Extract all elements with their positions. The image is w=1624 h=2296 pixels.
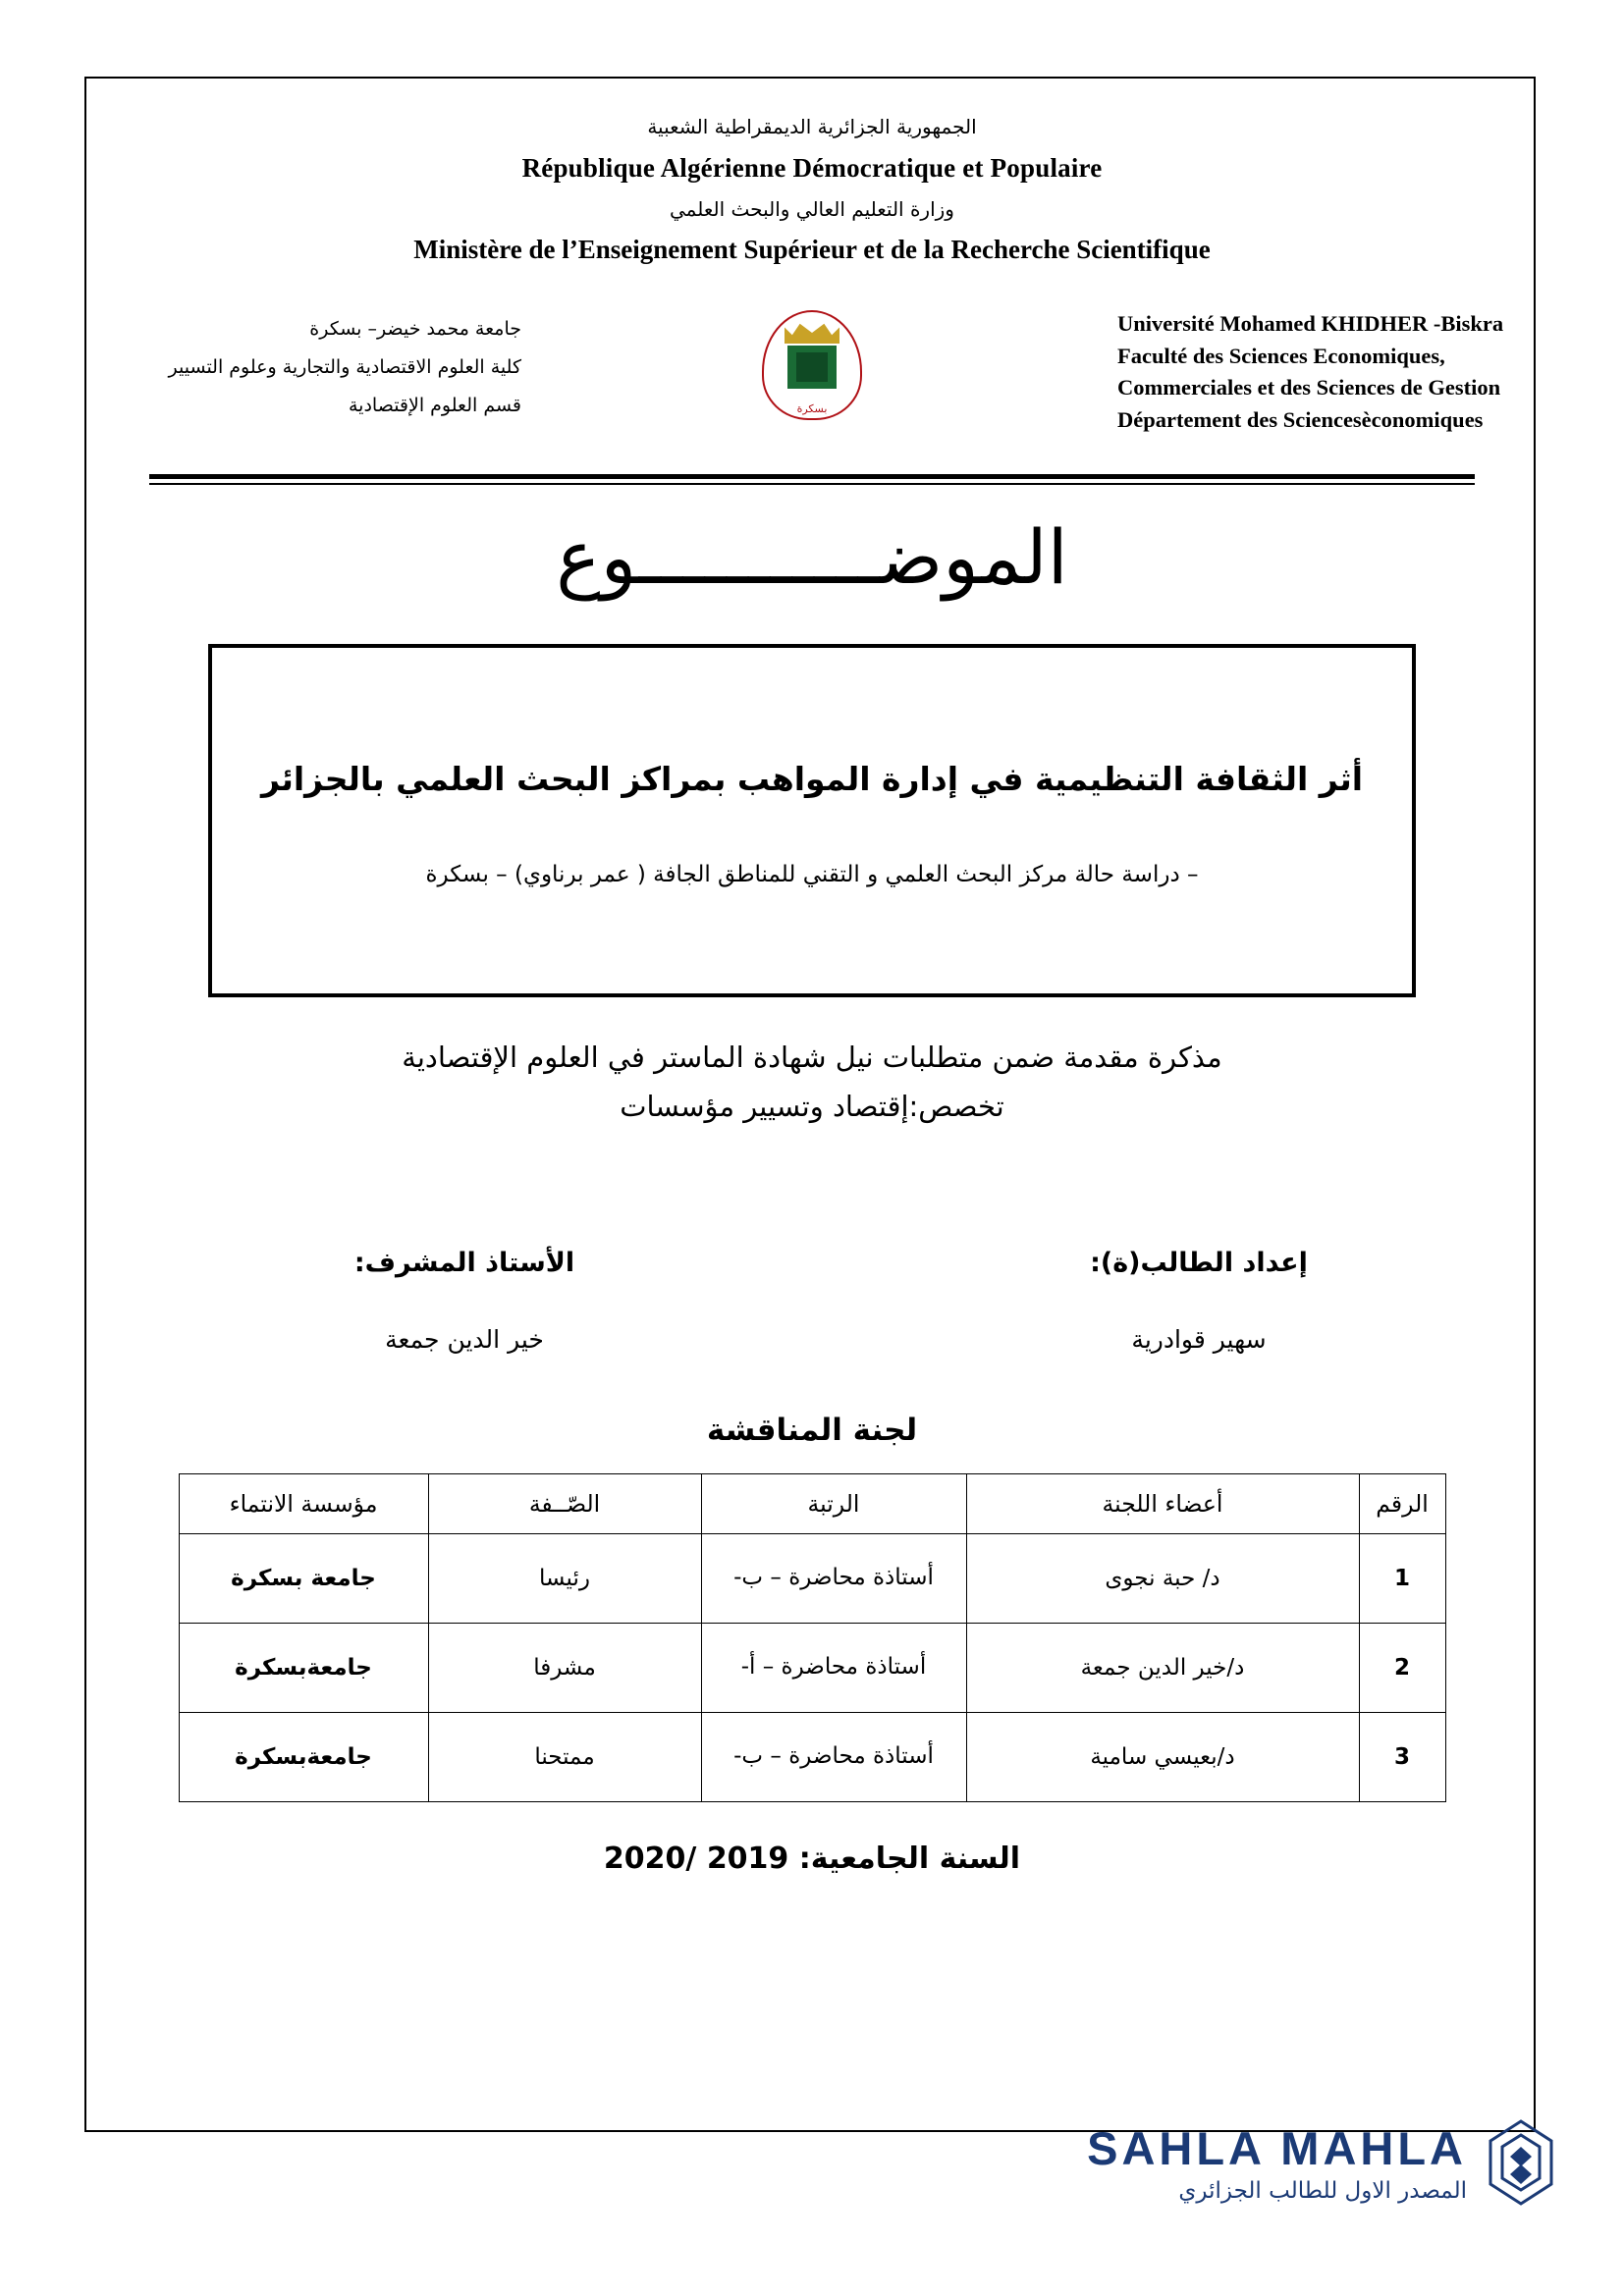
header-divider: [149, 474, 1475, 486]
supervisor-name: خير الدين جمعة: [385, 1325, 544, 1355]
page-content: [86, 79, 1538, 2134]
degree-statement: [86, 1033, 1538, 1133]
jury-section-title: لجنة المناقشة: [706, 1413, 918, 1449]
degree-line-2: تخصص:إقتصاد وتسيير مؤسسات: [620, 1090, 1004, 1124]
column-header-number: الرقم: [1359, 1474, 1445, 1534]
watermark: [1015, 2113, 1565, 2261]
seal-caption: بسكرة: [796, 402, 828, 415]
cell-rank: أستاذة محاضرة – ب-: [701, 1713, 966, 1802]
cell-institution: جامعةبسكرة: [179, 1624, 428, 1713]
student-name: سهير قوادرية: [1131, 1325, 1267, 1355]
institution-french: Université Mohamed KHIDHER -Biskra Faculté des Sciences Economiques, Commerciales et des Sciences de Gestion Département des Sciencesèconomiques: [1117, 311, 1504, 432]
column-header-role: الصّــفة: [428, 1474, 701, 1534]
cell-role: رئيسا: [428, 1534, 701, 1624]
table-row: [179, 1624, 1445, 1713]
people-row: [86, 1248, 1538, 1395]
student-block: [968, 1248, 1430, 1354]
cell-role: ممتحنا: [428, 1713, 701, 1802]
table-header-row: [179, 1474, 1445, 1534]
academic-year: السنة الجامعية: 2019 /2020: [603, 1842, 1021, 1877]
student-label: إعداد الطالب(ة):: [1090, 1248, 1308, 1279]
cell-member: د/ حبة نجوى: [966, 1534, 1359, 1624]
cell-member: د/خير الدين جمعة: [966, 1624, 1359, 1713]
column-header-rank: الرتبة: [701, 1474, 966, 1534]
cell-rank: أستاذة محاضرة – أ-: [701, 1624, 966, 1713]
cell-number: 2: [1359, 1624, 1445, 1713]
institution-arabic: جامعة محمد خيضر– بسكرة كلية العلوم الاقتصادية والتجارية وعلوم التسيير قسم العلوم الإقتصادية: [168, 318, 521, 416]
cell-rank: أستاذة محاضرة – ب-: [701, 1534, 966, 1624]
divider-line-thick: [149, 474, 1475, 479]
page-title: الموضـــــــــــوع: [556, 513, 1068, 601]
institution-row: [86, 302, 1538, 474]
divider-line-thin: [149, 483, 1475, 485]
cell-institution: جامعة بسكرة: [179, 1534, 428, 1624]
jury-table: [179, 1473, 1446, 1802]
sahla-mahla-logo-icon: [1483, 2117, 1559, 2208]
page-border-frame: [84, 77, 1536, 2132]
cell-number: 1: [1359, 1534, 1445, 1624]
document-header: [86, 79, 1538, 265]
subject-box: [208, 644, 1416, 997]
thesis-subtitle: – دراسة حالة مركز البحث العلمي و التقني للمناطق الجافة ( عمر برناوي) – بسكرة: [425, 862, 1199, 888]
cell-institution: جامعةبسكرة: [179, 1713, 428, 1802]
thesis-title: أثر الثقافة التنظيمية في إدارة المواهب بمراكز البحث العلمي بالجزائر: [260, 759, 1364, 798]
degree-line-1: مذكرة مقدمة ضمن متطلبات نيل شهادة الماستر في العلوم الإقتصادية: [402, 1040, 1222, 1074]
watermark-brand: SAHLA MAHLA: [1087, 2122, 1467, 2174]
supervisor-label: الأستاذ المشرف:: [353, 1248, 575, 1279]
university-seal-logo: [759, 310, 865, 426]
cell-role: مشرفا: [428, 1624, 701, 1713]
header-ministry-french: Ministère de l’Enseignement Supérieur et de la Recherche Scientifique: [413, 235, 1211, 264]
watermark-tagline: المصدر الاول للطالب الجزائري: [1178, 2178, 1467, 2204]
header-country-arabic: الجمهورية الجزائرية الديمقراطية الشعبية: [647, 115, 977, 138]
cell-number: 3: [1359, 1713, 1445, 1802]
supervisor-block: [234, 1248, 695, 1354]
table-row: [179, 1713, 1445, 1802]
cell-member: د/بعيسي سامية: [966, 1713, 1359, 1802]
seal-shield-icon: [787, 346, 837, 389]
header-ministry-arabic: وزارة التعليم العالي والبحث العلمي: [670, 197, 954, 221]
column-header-institution: مؤسسة الانتماء: [179, 1474, 428, 1534]
table-row: [179, 1534, 1445, 1624]
column-header-member: أعضاء اللجنة: [966, 1474, 1359, 1534]
header-country-french: République Algérienne Démocratique et Populaire: [521, 153, 1103, 183]
